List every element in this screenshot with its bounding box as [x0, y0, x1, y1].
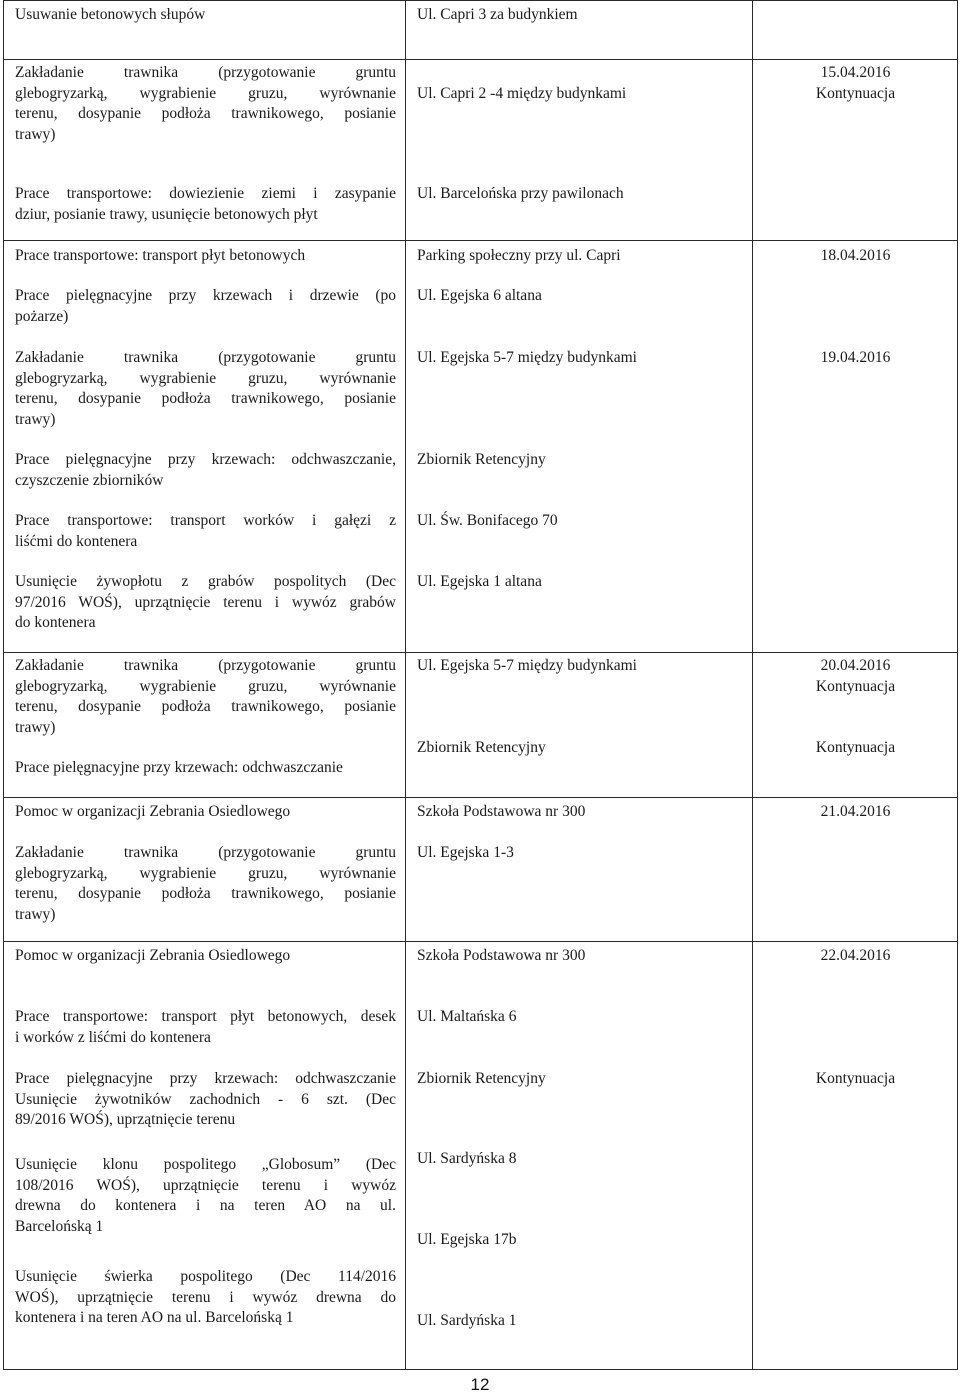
text-line: Szkoła Podstawowa nr 300 [417, 947, 586, 964]
table-row [4, 1, 958, 60]
text-line: drewna do kontenera i na teren AO na ul. [15, 1197, 396, 1214]
task-description-cell [4, 60, 406, 241]
location-entry [417, 184, 747, 205]
location-entry [417, 1230, 747, 1251]
location-entry [417, 1149, 747, 1170]
text-line: dziur, posianie trawy, usunięcie betonowych płyt [15, 205, 318, 223]
text-line: Zakładanie trawnika (przygotowanie gruntu [15, 64, 396, 81]
table-row [4, 798, 958, 942]
location-cell [406, 653, 753, 798]
text-line: glebogryzarką, wygrabienie gruzu, wyrównanie [15, 864, 396, 882]
text-line: 19.04.2016 [820, 349, 891, 366]
task-entry [15, 511, 396, 552]
text-line: Ul. Capri 2 -4 między budynkami [417, 85, 627, 102]
text-line: Kontynuacja [815, 677, 896, 695]
text-line: glebogryzarką, wygrabienie gruzu, wyrównanie [15, 369, 396, 387]
text-line: Zbiornik Retencyjny [417, 739, 546, 756]
text-line: trawy) [15, 125, 56, 143]
text-line: Prace transportowe: dowiezienie ziemi i zasypanie [15, 185, 396, 202]
location-entry [417, 802, 747, 823]
location-entry [417, 286, 747, 307]
task-entry [15, 758, 396, 779]
date-cell [753, 1, 958, 60]
text-line: Ul. Sardyńska 1 [417, 1312, 517, 1329]
text-line: Zbiornik Retencyjny [417, 1070, 546, 1087]
date-entry [753, 656, 958, 697]
date-entry [753, 802, 958, 823]
text-line: terenu, dosypanie podłoża trawnikowego, posianie [15, 390, 396, 407]
text-line: 21.04.2016 [820, 803, 891, 820]
text-line: trawy) [15, 718, 56, 736]
text-line: Parking społeczny przy ul. Capri [417, 247, 621, 264]
text-line: kontenera i na teren AO na ul. Barcelońską 1 [15, 1309, 294, 1326]
task-entry [15, 656, 396, 738]
text-line: 97/2016 WOŚ), uprzątnięcie terenu i wywóz grabów [15, 593, 396, 611]
text-line: Pomoc w organizacji Zebrania Osiedlowego [15, 947, 291, 964]
text-line: Ul. Egejska 6 altana [417, 287, 542, 304]
location-cell [406, 942, 753, 1370]
task-entry [15, 1069, 396, 1131]
text-line: glebogryzarką, wygrabienie gruzu, wyrównanie [15, 677, 396, 695]
task-entry [15, 1267, 396, 1329]
text-line: 20.04.2016 [820, 657, 891, 674]
location-entry [417, 1069, 747, 1090]
table-row [4, 942, 958, 1370]
task-entry [15, 1155, 396, 1237]
task-description-cell [4, 241, 406, 653]
date-cell [753, 653, 958, 798]
date-entry [753, 63, 958, 104]
location-entry [417, 348, 747, 369]
text-line: WOŚ), uprzątnięcie terenu i wywóz drewna do [15, 1288, 396, 1306]
text-line: Ul. Sardyńska 8 [417, 1150, 517, 1167]
text-line: terenu, dosypanie podłoża trawnikowego, posianie [15, 698, 396, 715]
text-line: 22.04.2016 [820, 947, 891, 964]
text-line: terenu, dosypanie podłoża trawnikowego, posianie [15, 105, 396, 122]
task-entry [15, 572, 396, 634]
text-line: Usunięcie świerka pospolitego (Dec 114/2016 [15, 1268, 396, 1285]
text-line: Prace pielęgnacyjne przy krzewach i drzewie (po [15, 287, 396, 304]
task-entry [15, 946, 396, 967]
date-cell [753, 241, 958, 653]
date-cell [753, 942, 958, 1370]
text-line: pożarze) [15, 307, 69, 325]
task-entry [15, 5, 396, 26]
text-line: Ul. Maltańska 6 [417, 1008, 517, 1025]
text-line: Ul. Barcelońska przy pawilonach [417, 185, 624, 202]
task-entry [15, 246, 396, 267]
text-line: Prace pielęgnacyjne przy krzewach: odchwaszczanie [15, 1070, 396, 1087]
location-cell [406, 798, 753, 942]
location-entry [417, 572, 747, 593]
text-line: Ul. Egejska 1 altana [417, 573, 542, 590]
text-line: Usunięcie klonu pospolitego „Globosum” (Dec [15, 1156, 396, 1173]
task-entry [15, 63, 396, 145]
date-entry [753, 1069, 958, 1090]
location-entry [417, 843, 747, 864]
location-entry [417, 1311, 747, 1332]
text-line: 89/2016 WOŚ), uprzątnięcie terenu [15, 1111, 236, 1128]
location-entry [417, 84, 747, 105]
text-line: Prace transportowe: transport worków i gałęzi z [15, 512, 396, 529]
text-line: Zbiornik Retencyjny [417, 451, 546, 468]
text-line: Ul. Św. Bonifacego 70 [417, 512, 558, 529]
work-log-body [4, 1, 958, 1370]
text-line: trawy) [15, 905, 56, 923]
task-entry [15, 1007, 396, 1048]
text-line: Prace transportowe: transport płyt betonowych, desek [15, 1008, 396, 1025]
date-entry [753, 738, 958, 759]
work-log-table [3, 0, 958, 1370]
text-line: Ul. Egejska 5-7 między budynkami [417, 657, 637, 674]
date-entry [753, 246, 958, 267]
text-line: czyszczenie zbiorników [15, 471, 164, 489]
location-entry [417, 511, 747, 532]
task-description-cell [4, 798, 406, 942]
text-line: Kontynuacja [815, 739, 896, 756]
text-line: Kontynuacja [815, 1070, 896, 1087]
text-line: Ul. Egejska 5-7 między budynkami [417, 349, 637, 366]
text-line: terenu, dosypanie podłoża trawnikowego, posianie [15, 885, 396, 902]
task-description-cell [4, 942, 406, 1370]
text-line: Usunięcie żywotników zachodnich - 6 szt. (Dec [15, 1090, 396, 1108]
date-entry [753, 348, 958, 369]
text-line: trawy) [15, 410, 56, 428]
text-line: do kontenera [15, 614, 96, 631]
text-line: Prace transportowe: transport płyt betonowych [15, 247, 306, 264]
text-line: 108/2016 WOŚ), uprzątnięcie terenu i wywóz [15, 1176, 396, 1194]
text-line: 18.04.2016 [820, 247, 891, 264]
text-line: Zakładanie trawnika (przygotowanie gruntu [15, 657, 396, 674]
text-line: Pomoc w organizacji Zebrania Osiedlowego [15, 803, 291, 820]
text-line: Prace pielęgnacyjne przy krzewach: odchwaszczanie [15, 759, 343, 776]
text-line: Ul. Capri 3 za budynkiem [417, 6, 578, 23]
text-line: Usuwanie betonowych słupów [15, 6, 206, 23]
text-line: Zakładanie trawnika (przygotowanie gruntu [15, 349, 396, 366]
text-line: Ul. Egejska 1-3 [417, 844, 514, 861]
task-entry [15, 802, 396, 823]
table-row [4, 241, 958, 653]
task-description-cell [4, 653, 406, 798]
location-entry [417, 656, 747, 677]
location-entry [417, 738, 747, 759]
date-entry [753, 946, 958, 967]
task-entry [15, 450, 396, 491]
text-line: Zakładanie trawnika (przygotowanie gruntu [15, 844, 396, 861]
date-cell [753, 798, 958, 942]
task-description-cell [4, 1, 406, 60]
text-line: Kontynuacja [815, 84, 896, 102]
task-entry [15, 286, 396, 327]
text-line: Prace pielęgnacyjne przy krzewach: odchwaszczanie, [15, 451, 396, 468]
text-line: Usunięcie żywopłotu z grabów pospolitych (Dec [15, 573, 396, 590]
date-cell [753, 60, 958, 241]
text-line: Ul. Egejska 17b [417, 1231, 517, 1248]
location-entry [417, 5, 747, 26]
location-entry [417, 946, 747, 967]
text-line: 15.04.2016 [820, 64, 891, 81]
location-entry [417, 450, 747, 471]
location-entry [417, 246, 747, 267]
text-line: glebogryzarką, wygrabienie gruzu, wyrównanie [15, 84, 396, 102]
task-entry [15, 184, 396, 225]
text-line: Szkoła Podstawowa nr 300 [417, 803, 586, 820]
location-cell [406, 60, 753, 241]
task-entry [15, 843, 396, 925]
location-entry [417, 1007, 747, 1028]
table-row [4, 60, 958, 241]
task-entry [15, 348, 396, 430]
location-cell [406, 1, 753, 60]
table-row [4, 653, 958, 798]
page-number: 12 [470, 1375, 490, 1394]
location-cell [406, 241, 753, 653]
text-line: Barcelońską 1 [15, 1217, 104, 1235]
text-line: liśćmi do kontenera [15, 532, 138, 550]
text-line: i worków z liśćmi do kontenera [15, 1028, 211, 1046]
